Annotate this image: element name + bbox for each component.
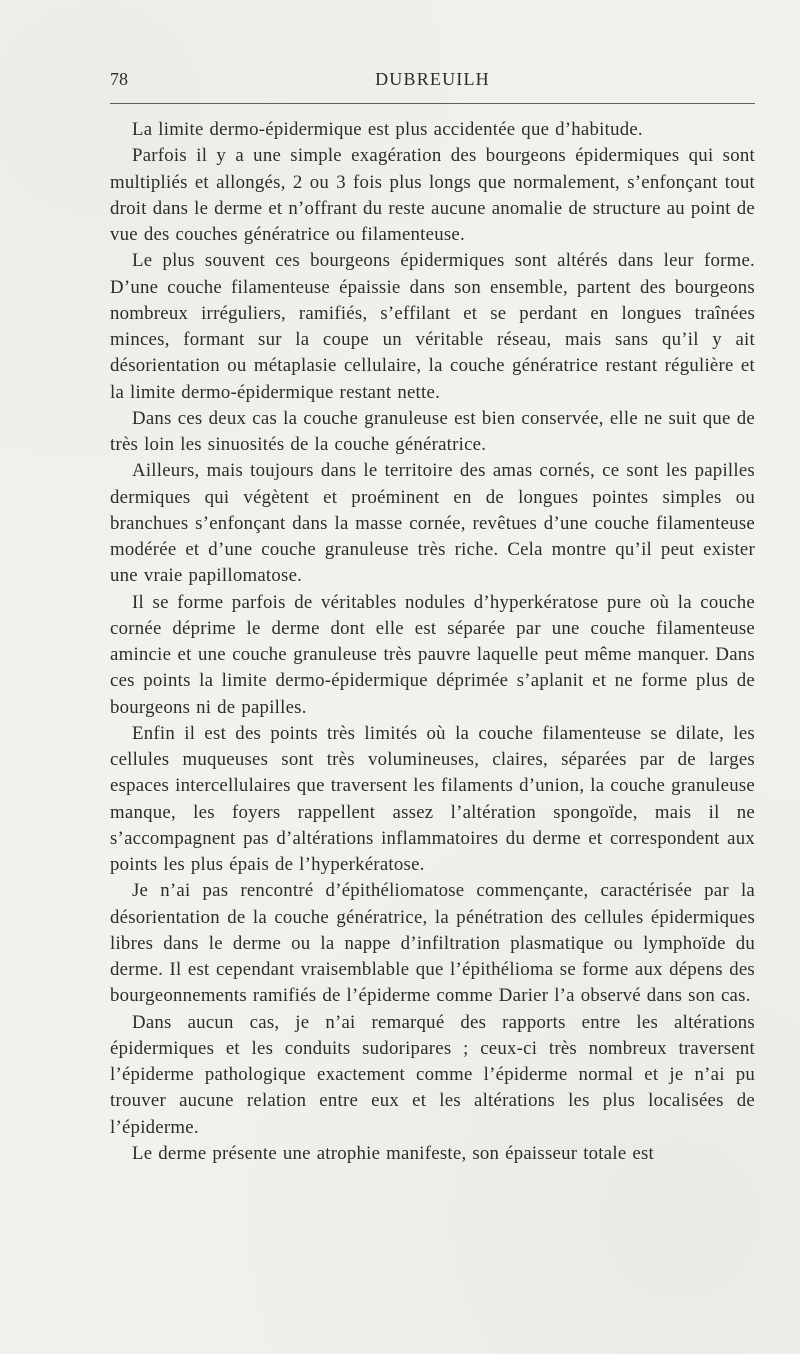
paragraph-8: Je n’ai pas rencontré d’épithéliomatose commençante, caractérisée par la désorientation de la couche génératrice, la pénétration des cellules épidermiques libres dans le derme ou la nappe d’infiltration plasmatique ou lymphoïde du derme. Il est cependant vraisemblable que l’épithélioma se forme aux dépens des bourgeonnements ramifiés de l’épiderme comme Darier l’a observé dans son cas.: [110, 880, 755, 1007]
article-body: [110, 117, 755, 1167]
paragraph-10: Le derme présente une atrophie manifeste, son épaisseur totale est: [132, 1142, 654, 1164]
paragraph-2: Parfois il y a une simple exagération des bourgeons épidermiques qui sont multipliés et allongés, 2 ou 3 fois plus longs que normalement, s’enfonçant tout droit dans le derme et n’offrant du reste aucune anomalie de structure au point de vue des couches génératrice ou filamenteuse.: [110, 145, 755, 245]
paragraph-5: Ailleurs, mais toujours dans le territoire des amas cornés, ce sont les papilles dermiques qui végètent et proéminent en de longues pointes simples ou branchues s’enfonçant dans la masse cornée, revêtues d’une couche filamenteuse modérée et d’une couche granuleuse très riche. Cela montre qu’il peut exister une vraie papillomatose.: [110, 460, 755, 587]
running-title: DUBREUILH: [375, 69, 490, 89]
paragraph-9: Dans aucun cas, je n’ai remarqué des rapports entre les altérations épidermiques et les conduits sudoripares ; ceux-ci très nombreux traversent l’épiderme pathologique exactement comme l’épiderme normal et je n’ai pu trouver aucune relation entre eux et les altérations les plus localisées de l’épiderme.: [110, 1011, 755, 1138]
page-header: [110, 67, 755, 93]
header-rule: [110, 103, 755, 104]
paragraph-7: Enfin il est des points très limités où la couche filamenteuse se dilate, les cellules muqueuses sont très volumineuses, claires, séparées par de larges espaces intercellulaires que traversent les filaments d’union, la couche granuleuse manque, les foyers rappellent assez l’altération spongoïde, mais il ne s’accompagnent pas d’altérations inflammatoires du derme et correspondent aux points les plus épais de l’hyperkératose.: [110, 722, 755, 875]
paragraph-1: La limite dermo-épidermique est plus accidentée que d’habitude.: [132, 119, 643, 140]
paragraph-3: Le plus souvent ces bourgeons épidermiques sont altérés dans leur forme. D’une couche filamenteuse épaissie dans son ensemble, partent des bourgeons nombreux irréguliers, ramifiés, s’effilant et se perdant en longues traînées minces, formant sur la coupe un véritable réseau, mais sans qu’il y ait désorientation ou métaplasie cellulaire, la couche génératrice restant régulière et la limite dermo-épidermique restant nette.: [110, 250, 755, 403]
page-number: 78: [110, 69, 128, 89]
paragraph-6: Il se forme parfois de véritables nodules d’hyperkératose pure où la couche cornée déprime le derme dont elle est séparée par une couche filamenteuse amincie et une couche granuleuse très pauvre laquelle peut même manquer. Dans ces points la limite dermo-épidermique déprimée s’aplanit et ne forme plus de bourgeons ni de papilles.: [110, 591, 755, 718]
paragraph-4: Dans ces deux cas la couche granuleuse est bien conservée, elle ne suit que de très loin les sinuosités de la couche génératrice.: [110, 407, 755, 455]
